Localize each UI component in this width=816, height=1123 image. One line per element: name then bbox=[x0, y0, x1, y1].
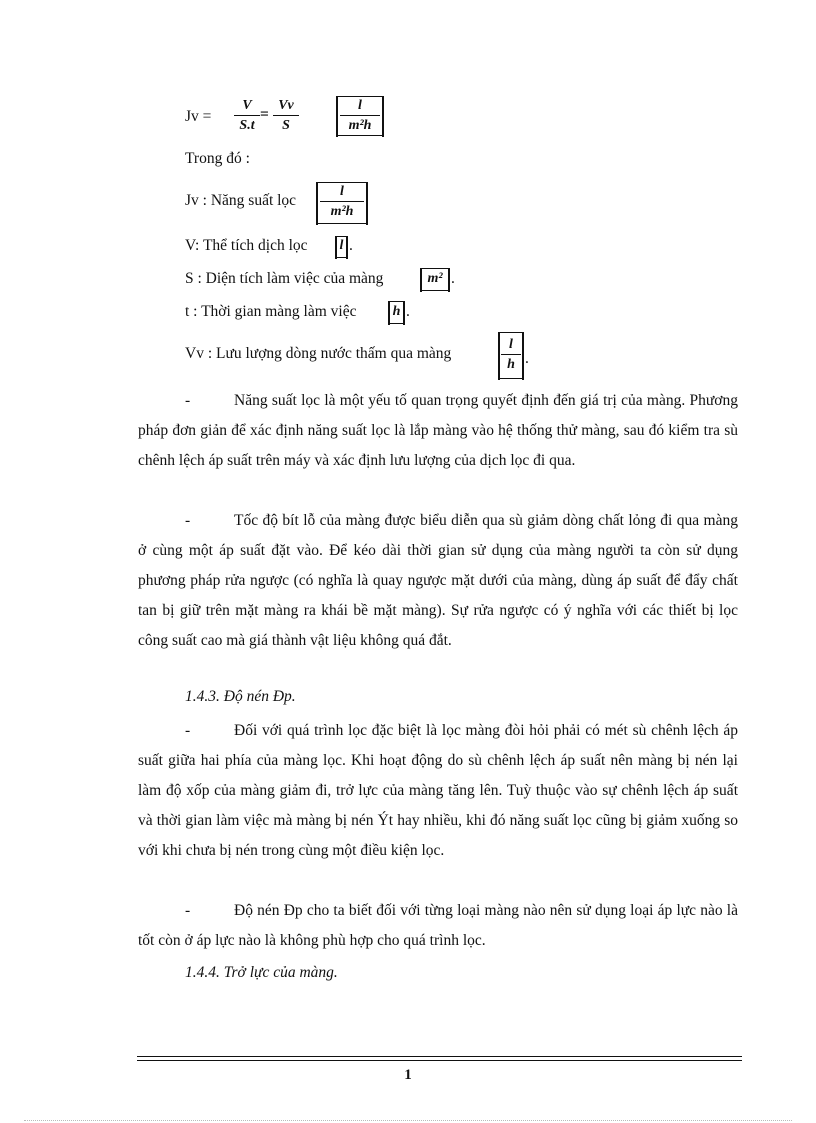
def-jv-unit bbox=[320, 183, 364, 220]
paragraph-1-text: Năng suất lọc là một yếu tố quan trọng quyết định đến giá trị của màng. Phương pháp đơn giản để xác định năng suất lọc là lắp màng vào hệ thống thử màng, sau đó kiểm tra sù chênh lệch áp suất trên máy và xác định lưu lượng của dịch lọc đi qua. bbox=[138, 392, 738, 469]
def-t-period: . bbox=[406, 303, 410, 320]
fraction-bar bbox=[320, 201, 364, 202]
def-s-unit: m² bbox=[427, 271, 443, 286]
paragraph-4 bbox=[138, 896, 738, 956]
def-v-period: . bbox=[349, 237, 353, 254]
def-v: V: Thể tích dịch lọc bbox=[185, 237, 308, 254]
def-v-unit: l bbox=[339, 238, 344, 253]
fraction-bar bbox=[340, 115, 380, 116]
paragraph-2-text: Tốc độ bít lỗ của màng được biểu diễn qua sù giảm dòng chất lỏng đi qua màng ở cùng một áp suất đặt vào. Để kéo dài thời gian sử dụng của màng người ta còn sử dụng phương pháp rửa ngược (có nghĩa là quay ngược mặt dưới của màng, dùng áp suất để đẩy chất tan bị giữ trên mặt màng ra khái bề mặt màng). Sự rửa ngược có ý nghĩa với các thiết bị lọc công suất cao mà giá thành vật liệu không quá đắt. bbox=[138, 512, 738, 649]
def-t: t : Thời gian màng làm việc bbox=[185, 303, 357, 320]
def-t-unit: h bbox=[392, 304, 401, 319]
def-s-period: . bbox=[451, 270, 455, 287]
bullet-dash: - bbox=[185, 902, 191, 919]
paragraph-4-text: Độ nén Đp cho ta biết đối với từng loại màng nào nên sử dụng loại áp lực nào là tốt còn ở áp lực nào là không phù hợp cho quá trình lọc. bbox=[138, 902, 738, 949]
formula-lhs: Jv = bbox=[185, 108, 212, 125]
paragraph-3 bbox=[138, 716, 738, 866]
section-heading-1-4-4: 1.4.4. Trở lực của màng. bbox=[185, 964, 338, 981]
fraction-denominator: S.t bbox=[239, 118, 255, 133]
fraction-numerator: l bbox=[358, 98, 362, 113]
where-label: Trong đó : bbox=[185, 150, 250, 167]
paragraph-1 bbox=[138, 386, 738, 476]
def-s: S : Diện tích làm việc của màng bbox=[185, 270, 384, 287]
fraction-bar bbox=[501, 354, 521, 355]
fraction-numerator: l bbox=[509, 337, 513, 352]
fraction-denominator: h bbox=[507, 357, 515, 372]
def-vv-unit bbox=[501, 336, 521, 373]
fraction-numerator: V bbox=[242, 98, 252, 113]
paragraph-3-text: Đối với quá trình lọc đặc biệt là lọc màng đòi hỏi phải có mét sù chênh lệch áp suất giữa hai phía của màng lọc. Khi hoạt động do sù chênh lệch áp suất nên màng bị nén lại làm độ xốp của màng giảm đi, trở lực của màng tăng lên. Tuỳ thuộc vào sự chênh lệch áp suất và thời gian làm việc mà màng bị nén Ýt hay nhiều, khi đó năng suất lọc cũng bị giảm xuống so với khi chưa bị nén trong cùng một điều kiện lọc. bbox=[138, 722, 738, 859]
formula-unit bbox=[340, 97, 380, 134]
bullet-dash: - bbox=[185, 392, 191, 409]
fraction-denominator: m²h bbox=[330, 204, 354, 219]
page-number: 1 bbox=[404, 1067, 412, 1083]
fraction-bar bbox=[273, 115, 299, 116]
formula-fraction-2 bbox=[273, 97, 299, 134]
fraction-numerator: l bbox=[340, 184, 344, 199]
fraction-denominator: S bbox=[282, 118, 290, 133]
formula-equals: = bbox=[260, 106, 269, 123]
formula-fraction-1 bbox=[234, 97, 260, 134]
page-border bbox=[24, 1120, 792, 1121]
section-heading-1-4-3: 1.4.3. Độ nén Đp. bbox=[185, 688, 296, 705]
def-jv: Jv : Năng suất lọc bbox=[185, 192, 297, 209]
bullet-dash: - bbox=[185, 722, 191, 739]
paragraph-2 bbox=[138, 506, 738, 656]
footer-rule-bottom bbox=[137, 1060, 742, 1061]
fraction-numerator: Vv bbox=[278, 98, 294, 113]
bullet-dash: - bbox=[185, 512, 191, 529]
def-vv-period: . bbox=[525, 350, 529, 367]
def-vv: Vv : Lưu lượng dòng nước thấm qua màng bbox=[185, 345, 452, 362]
fraction-bar bbox=[234, 115, 260, 116]
footer-rule-top bbox=[137, 1056, 742, 1057]
fraction-denominator: m²h bbox=[348, 118, 372, 133]
